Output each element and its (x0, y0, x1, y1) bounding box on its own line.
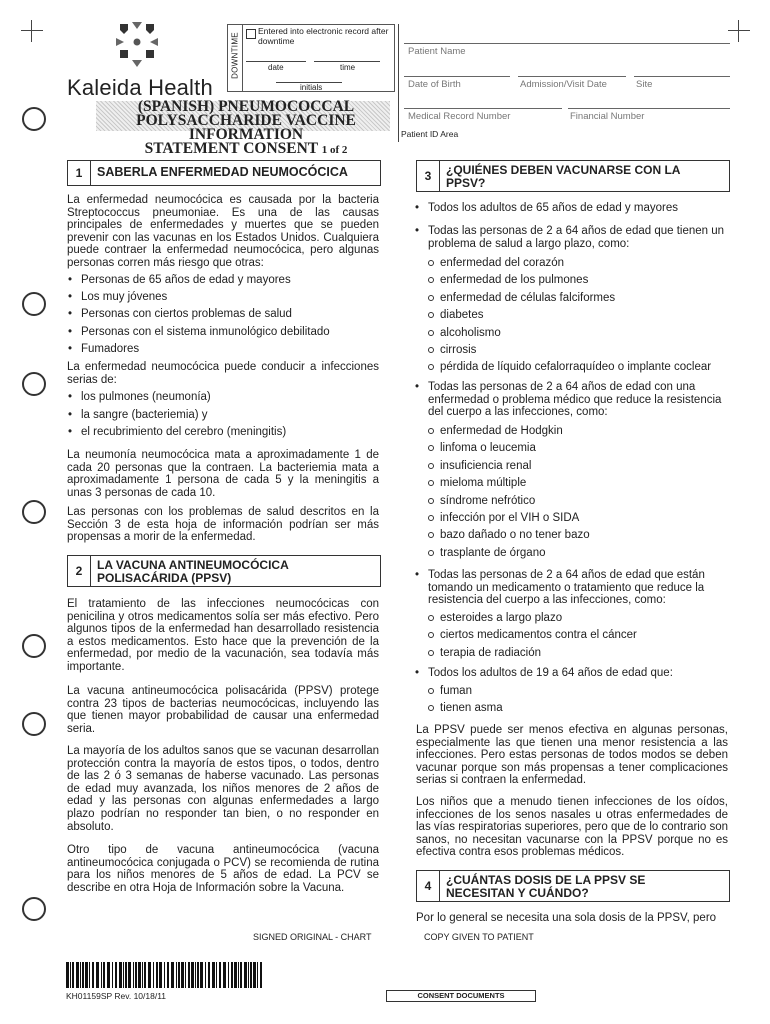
punch-hole (22, 107, 46, 131)
s2-paragraph-1: El tratamiento de las infecciones neumocócicas con penicilina y otros medicamentos solía ser más efectivo. Pero algunos tipos de la enfermedad han desarrollado resistencia a estos medicamentos. Esto hace que la prevención de la enfermedad, por medio de la vacunación, sea todavía más importante. (67, 598, 379, 673)
initials-label: initials (300, 83, 323, 92)
patient-area-divider (398, 24, 399, 142)
list-item: terapia de radiación (426, 645, 726, 662)
infection-list (67, 389, 379, 442)
patient-name-field[interactable] (404, 43, 730, 44)
list-item: enfermedad del corazón (426, 255, 726, 272)
list-item: insuficiencia renal (426, 458, 726, 475)
page-indicator: 1 of 2 (321, 144, 348, 156)
s2-paragraph-2: La vacuna antineumocócica polisacárida (PPSV) protege contra 23 tipos de bacterias neumocócicas, incluyendo las que tienen mayor probabilidad de causar una enfermedad seria. (67, 685, 379, 735)
list-item: trasplante de órgano (426, 545, 726, 562)
patient-id-area-label: Patient ID Area (401, 129, 459, 139)
section-number: 1 (68, 161, 91, 185)
time-field[interactable] (314, 61, 380, 62)
section-number: 3 (417, 161, 440, 191)
list-item: • la sangre (bacteriemia) y (67, 407, 379, 425)
section-title-line-2: NECESITAN Y CUÁNDO? (446, 886, 589, 900)
date-label: date (268, 63, 284, 72)
s3-paragraph-1: La PPSV puede ser menos efectiva en algunas personas, especialmente las que tienen una menor resistencia a las infecciones. Pero estas personas de todos modos se deben vacunar porque son más propensas a tener complicaciones serias si contraen la enfermedad. (416, 724, 728, 787)
form-title (96, 100, 396, 157)
form-title-line-3: STATEMENT CONSENT (144, 140, 318, 157)
section-1-header (67, 160, 381, 186)
list-item: tienen asma (426, 700, 726, 717)
section-title-line-2: POLISACÁRIDA (PPSV) (97, 571, 232, 585)
s1-paragraph-1: La enfermedad neumocócica es causada por la bacteria Streptococcus pneumoniae. Es una de las causas principales de enfermedades y muertes que se pueden prevenir con las vacunas en los Estados Unidos. Cualquiera puede contraer la enfermedad neumocócica, pero algunas personas corren más riesgo que otras: (67, 194, 379, 269)
list-item: esteroides a largo plazo (426, 610, 726, 627)
section-number: 2 (68, 556, 91, 586)
section-title (97, 559, 376, 585)
brand-name: Kaleida Health (67, 75, 213, 100)
punch-hole (22, 292, 46, 316)
chronic-condition-list (426, 255, 726, 377)
list-item: fuman (426, 683, 726, 700)
section-title-line-1: ¿CUÁNTAS DOSIS DE LA PPSV SE (446, 873, 646, 887)
s3-bullet-1 (414, 202, 730, 215)
s3-bullet-2 (414, 225, 730, 250)
list-item: • los pulmones (neumonía) (67, 389, 379, 407)
list-item: síndrome nefrótico (426, 493, 726, 510)
section-title: SABERLA ENFERMEDAD NEUMOCÓCICA (97, 165, 348, 179)
s3-bullet-4 (414, 569, 730, 607)
list-item: • el recubrimiento del cerebro (meningitis) (67, 424, 379, 442)
downtime-checkbox-label: Entered into electronic record after (258, 26, 389, 36)
admission-date-label: Admission/Visit Date (520, 79, 607, 90)
punch-hole (22, 712, 46, 736)
patient-name-label: Patient Name (408, 46, 466, 57)
downtime-box (227, 24, 395, 92)
section-title-line-1: ¿QUIÉNES DEBEN VACUNARSE CON LA (446, 163, 681, 177)
list-item: • Todas las personas de 2 a 64 años de edad con una enfermedad o problema médico que reduce la resistencia del cuerpo a las infecciones, como: (414, 381, 730, 419)
punch-hole (22, 897, 46, 921)
section-title-line-2: PPSV? (446, 176, 486, 190)
list-item: • Los muy jóvenes (67, 289, 379, 306)
section-title-line-1: LA VACUNA ANTINEUMOCÓCICA (97, 558, 289, 572)
list-item: diabetes (426, 307, 726, 324)
dob-field[interactable] (404, 76, 510, 77)
punch-hole (22, 634, 46, 658)
immune-condition-list (426, 423, 726, 562)
consent-documents-label: CONSENT DOCUMENTS (386, 990, 536, 1002)
form-code: KH01159SP Rev. 10/18/11 (66, 991, 167, 1001)
mrn-field[interactable] (404, 108, 562, 109)
list-item: • Todos los adultos de 19 a 64 años de edad que: (414, 667, 730, 680)
section-3-header (416, 160, 730, 192)
list-item: • Todas las personas de 2 a 64 años de edad que tienen un problema de salud a largo plazo, como: (414, 225, 730, 250)
form-title-line-1: (SPANISH) PNEUMOCOCCAL (137, 98, 355, 115)
list-item: ciertos medicamentos contra el cáncer (426, 627, 726, 644)
date-field[interactable] (246, 61, 306, 62)
site-label: Site (636, 79, 653, 90)
s3-paragraph-2: Los niños que a menudo tienen infecciones de los oídos, infecciones de los senos nasales u otras enfermedades de las vías respiratorias superiores, pero que de lo contrario son sanos, no necesitan vacunarse con la PPSV porque no es efectiva contra esos problemas médicos. (416, 796, 728, 859)
kaleida-logo-icon (112, 20, 162, 70)
barcode-icon (66, 962, 264, 988)
financial-number-label: Financial Number (570, 111, 645, 122)
list-item: • Personas con el sistema inmunológico debilitado (67, 324, 379, 341)
electronic-record-checkbox[interactable] (246, 29, 256, 39)
s3-bullet-3 (414, 381, 730, 419)
list-item: enfermedad de células falciformes (426, 290, 726, 307)
list-item: linfoma o leucemia (426, 440, 726, 457)
form-title-line-2: POLYSACCHARIDE VACCINE INFORMATION (136, 112, 356, 143)
registration-mark (728, 20, 750, 42)
list-item: enfermedad de los pulmones (426, 272, 726, 289)
s3-bullet-5 (414, 667, 730, 680)
dob-label: Date of Birth (408, 79, 461, 90)
signed-original-label: SIGNED ORIGINAL - CHART (253, 932, 372, 942)
registration-mark (21, 20, 43, 42)
section-title (446, 874, 725, 900)
s1-paragraph-3: La neumonía neumocócica mata a aproximadamente 1 de cada 20 personas que la contraen. La bacteriemia mata a aproximadamente 1 persona de cada 5 y la meningitis a unas 3 personas de cada 10. (67, 449, 379, 499)
site-field[interactable] (634, 76, 730, 77)
list-item: enfermedad de Hodgkin (426, 423, 726, 440)
list-item: • Personas con ciertos problemas de salud (67, 306, 379, 323)
downtime-checkbox-label-2: downtime (258, 36, 295, 46)
section-4-header (416, 870, 730, 902)
list-item: bazo dañado o no tener bazo (426, 527, 726, 544)
s1-paragraph-4: Las personas con los problemas de salud descritos en la Sección 3 de esta hoja de información podrían ser más propensas a morir de la enfermedad. (67, 506, 379, 544)
section-number: 4 (417, 871, 440, 901)
adult-risk-list (426, 683, 726, 718)
list-item: • Fumadores (67, 341, 379, 358)
list-item: • Todas las personas de 2 a 64 años de edad que están tomando un medicamento o tratamiento que reduce la resistencia del cuerpo a las infecciones, como: (414, 569, 730, 607)
s4-paragraph-1: Por lo general se necesita una sola dosis de la PPSV, pero (416, 912, 717, 924)
list-item: mieloma múltiple (426, 475, 726, 492)
s2-paragraph-4: Otro tipo de vacuna antineumocócica (vacuna antineumocócica conjugada o PCV) se recomienda de rutina para los niños menores de 5 años de edad. La PCV se describe en otra Hoja de Información sobre la Vacuna. (67, 844, 379, 894)
treatment-list (426, 610, 726, 662)
financial-number-field[interactable] (568, 108, 730, 109)
risk-group-list (67, 272, 379, 358)
copy-given-label: COPY GIVEN TO PATIENT (424, 932, 534, 942)
list-item: • Personas de 65 años de edad y mayores (67, 272, 379, 289)
section-title (446, 164, 725, 190)
punch-hole (22, 500, 46, 524)
list-item: infección por el VIH o SIDA (426, 510, 726, 527)
list-item: pérdida de líquido cefalorraquídeo o implante coclear (426, 359, 726, 376)
s2-paragraph-3: La mayoría de los adultos sanos que se vacunan desarrollan protección contra la mayoría de estos tipos, o todos, dentro de las 2 ó 3 semanas de haberse vacunado. Las personas de edad muy avanzada, los niños menores de 2 años de edad y las personas con algunas enfermedades a largo plazo podrían no responder tan bien, o no responder en absoluto. (67, 745, 379, 833)
section-2-header (67, 555, 381, 587)
mrn-label: Medical Record Number (408, 111, 511, 122)
list-item: cirrosis (426, 342, 726, 359)
list-item: • Todos los adultos de 65 años de edad y mayores (414, 202, 730, 215)
s1-paragraph-2: La enfermedad neumocócica puede conducir a infecciones serias de: (67, 361, 379, 386)
time-label: time (340, 63, 356, 72)
downtime-label: DOWNTIME (230, 32, 240, 79)
punch-hole (22, 372, 46, 396)
list-item: alcoholismo (426, 325, 726, 342)
admission-date-field[interactable] (518, 76, 626, 77)
